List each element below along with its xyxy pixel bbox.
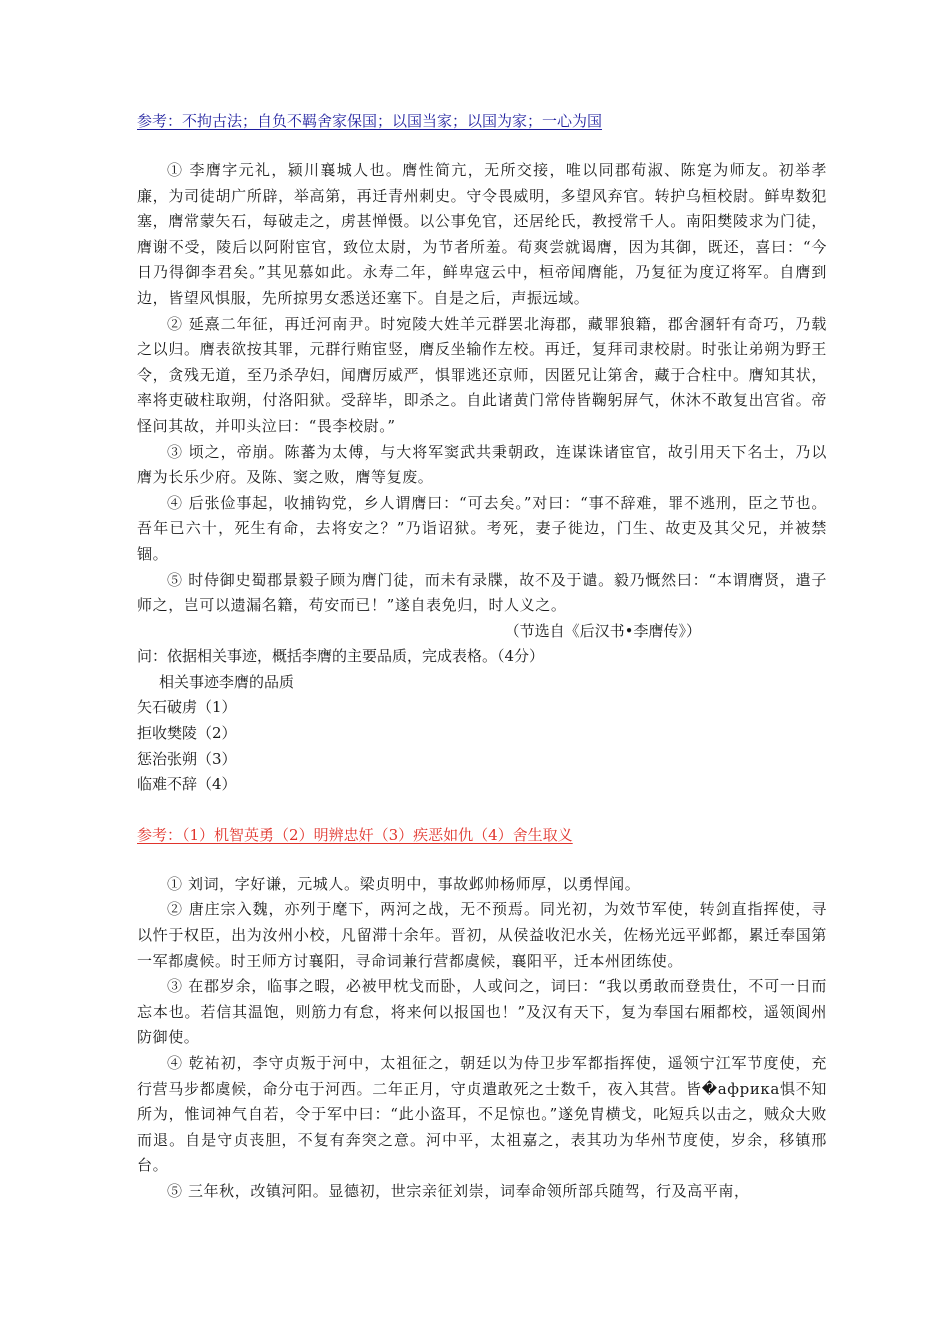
passage1-paragraph-2: ② 延熹二年征，再迁河南尹。时宛陵大姓羊元群罢北海郡，藏罪狼籍，郡舍溷轩有奇巧，乃载之以归。膺表欲按其罪，元群行贿宦竖，膺反坐输作左校。再迁，复拜司隶校尉。时张让弟朔为野王令，贪残无道，至乃杀孕妇，闻膺厉威严，惧罪逃还京师，因匿兄让第舍，藏于合柱中。膺知其状，率将吏破柱取朔，付洛阳狱。受辞毕，即杀之。自此诸黄门常侍皆鞠躬屏气，休沐不敢复出宫省。帝怪问其故，并叩头泣曰：“畏李校尉。” — [137, 314, 827, 435]
passage1-source: （节选自《后汉书•李膺传》） — [504, 621, 701, 640]
passage2-paragraph-2: ② 唐庄宗入魏，亦列于麾下，两河之战，无不预焉。同光初，为效节军使，转剑直指挥使，寻以忤于权臣，出为汝州小校，凡留滞十余年。晋初，从侯益收汜水关，佐杨光远平邺都，累迁奉国第一军都虞候。时王师方讨襄阳，寻命词兼行营都虞候，襄阳平，迁本州团练使。 — [137, 900, 827, 970]
passage2-paragraph-4: ④ 乾祐初，李守贞叛于河中，太祖征之，朝廷以为侍卫步军都指挥使，遥领宁江军节度使，充行营马步都虞候，命分屯于河西。二年正月，守贞遣敢死之士数千，夜入其营。皆�африка惧不知所为，惟词神气自若，令于军中曰：“此小盗耳，不足惊也。”遂免胄横戈，叱短兵以击之，贼众大败而退。自是守贞丧胆，不复有奔突之意。河中平，太祖嘉之，表其功为华州节度使，岁余，移镇邢台。 — [137, 1054, 827, 1175]
table-row: 惩治张朔（3） — [137, 749, 237, 768]
passage2-paragraph-5: ⑤ 三年秋，改镇河阳。显德初，世宗亲征刘崇，词奉命领所部兵随驾，行及高平南， — [167, 1181, 750, 1200]
passage-liu-ci — [137, 872, 827, 1205]
table-header: 相关事迹李膺的品质 — [159, 672, 295, 691]
passage-li-ying — [137, 158, 827, 644]
passage1-paragraph-4: ④ 后张俭事起，收捕钩党，乡人谓膺曰：“可去矣。”对曰：“事不辞难，罪不逃刑，臣之节也。吾年已六十，死生有命，去将安之？”乃诣诏狱。考死，妻子徙边，门生、故吏及其父兄，并被禁锢。 — [137, 493, 827, 563]
table-row: 拒收樊陵（2） — [137, 724, 237, 743]
reference-answer-1: 参考：不拘古法；自负不羁舍家保国；以国当家；以国为家；一心为国 — [137, 112, 603, 130]
passage2-paragraph-1: ① 刘词，字好谦，元城人。梁贞明中，事故邺帅杨师厚，以勇悍闻。 — [167, 874, 641, 893]
question: 问：依据相关事迹，概括李膺的主要品质，完成表格。（4分） — [137, 647, 545, 666]
table-row: 矢石破虏（1） — [137, 698, 237, 717]
passage2-paragraph-3: ③ 在郡岁余，临事之暇，必被甲枕戈而卧，人或问之，词曰：“我以勇敢而登贵仕，不可一日而忘本也。若信其温饱，则筋力有怠，将来何以报国也！”及汉有天下，复为奉国右厢都校，遥领阆州防御使。 — [137, 977, 827, 1047]
table-row: 临难不辞（4） — [137, 775, 237, 794]
passage1-paragraph-1: ① 李膺字元礼，颍川襄城人也。膺性简亢，无所交接，唯以同郡荀淑、陈寔为师友。初举孝廉，为司徒胡广所辟，举高第，再迁青州刺史。守令畏威明，多望风弃官。转护乌桓校尉。鲜卑数犯塞，膺常蒙矢石，每破走之，虏甚惮慑。以公事免官，还居纶氏，教授常千人。南阳樊陵求为门徒，膺谢不受，陵后以阿附宦官，致位太尉，为节者所羞。荀爽尝就谒膺，因为其御，既还，喜曰：“今日乃得御李君矣。”其见慕如此。永寿二年，鲜卑寇云中，桓帝闻膺能，乃复征为度辽将军。自膺到边，皆望风惧服，先所掠男女悉送还塞下。自是之后，声振远域。 — [137, 161, 827, 307]
reference-answer-2: 参考：（1）机智英勇（2）明辨忠奸（3）疾恶如仇（4）舍生取义 — [137, 825, 573, 844]
passage1-paragraph-5: ⑤ 时侍御史蜀郡景毅子顾为膺门徒，而未有录牒，故不及于谴。毅乃慨然曰：“本谓膺贤，遣子师之，岂可以遗漏名籍，苟安而已！”遂自表免归，时人义之。 — [137, 570, 827, 615]
passage1-paragraph-3: ③ 顷之，帝崩。陈蕃为太傅，与大将军窦武共秉朝政，连谋诛诸宦官，故引用天下名士，乃以膺为长乐少府。及陈、窦之败，膺等复废。 — [137, 442, 827, 487]
document-page — [137, 110, 827, 1205]
